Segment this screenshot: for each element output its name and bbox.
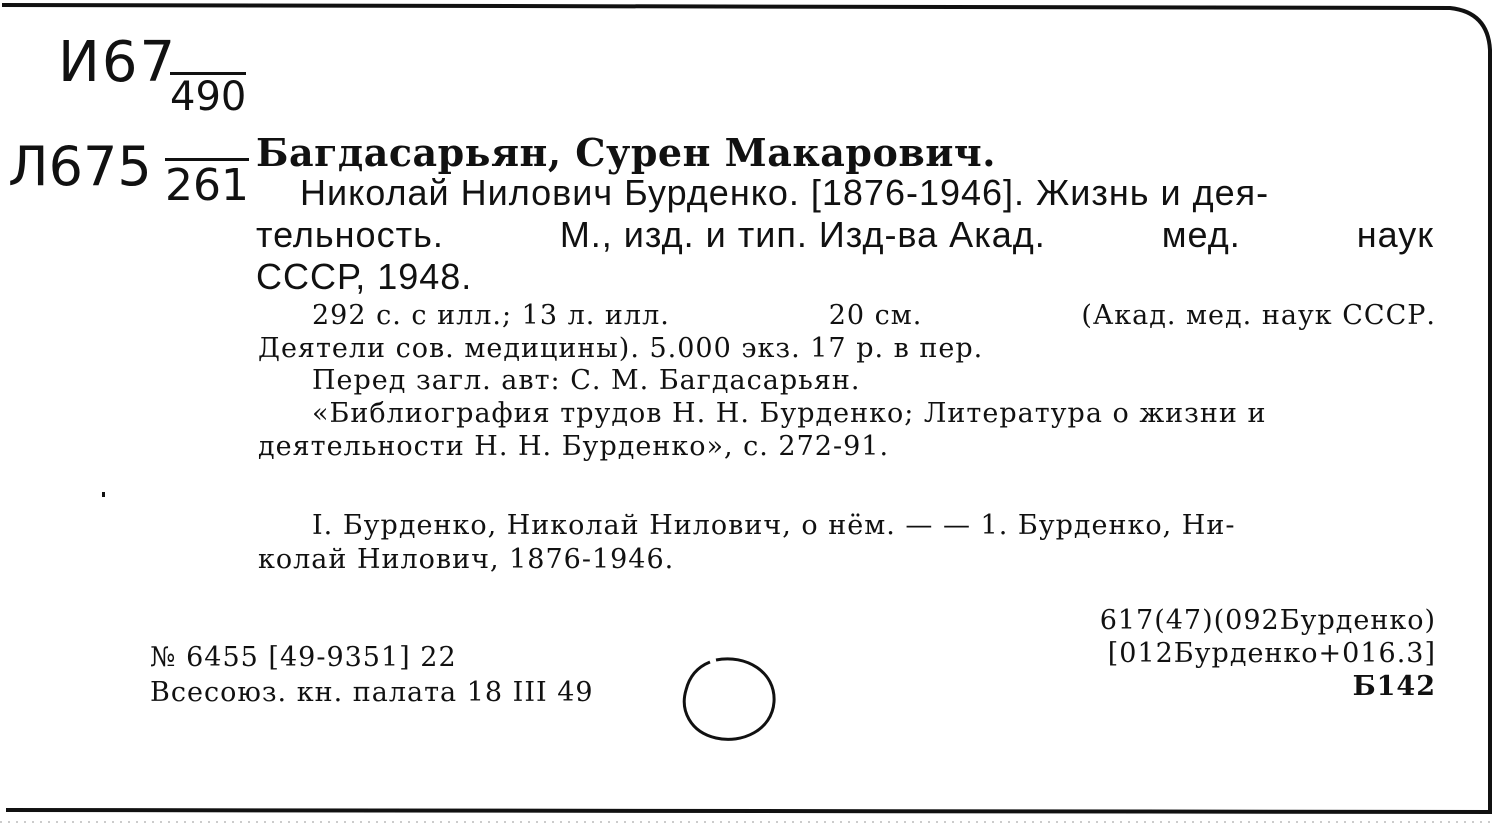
title-line-2-part-2: М., изд. и тип. Изд-ва Акад. <box>559 214 1046 255</box>
collation-line-2: Деятели сов. медицины). 5.000 экз. 17 р. в пер. <box>258 333 984 364</box>
note-bibliography-2: деятельности Н. Н. Бурденко», с. 272-91. <box>258 431 890 462</box>
title-line-2-part-1: тельность. <box>256 214 444 255</box>
note-author: Перед загл. авт: С. М. Багдасарьян. <box>312 365 861 396</box>
handwritten-mark-left: Л675 <box>8 135 152 198</box>
ink-dot <box>102 492 105 497</box>
classification-1: 617(47)(092Бурденко) <box>1099 605 1436 636</box>
collation-part-3: (Акад. мед. наук СССР. <box>1081 300 1436 331</box>
subject-line-1: I. Бурденко, Николай Нилович, о нём. — — 1. Бурденко, Ни- <box>312 510 1236 541</box>
title-line-2-part-3: мед. <box>1161 214 1241 255</box>
circle-mark-icon <box>676 654 786 746</box>
collation-part-2: 20 см. <box>828 300 923 331</box>
collation-line-1 <box>312 300 1436 331</box>
collation-part-1: 292 с. с илл.; 13 л. илл. <box>312 300 670 331</box>
handwritten-mark-top: И67 <box>58 30 178 95</box>
author-heading: Багдасарьян, Сурен Макарович. <box>256 130 996 175</box>
record-number: № 6455 [49-9351] 22 <box>150 642 457 673</box>
classification-3: Б142 <box>1352 671 1436 702</box>
title-line-2 <box>256 214 1434 256</box>
title-line-2-part-4: наук <box>1356 214 1434 255</box>
book-chamber: Всесоюз. кн. палата 18 III 49 <box>150 677 594 708</box>
title-line-3: СССР, 1948. <box>256 256 473 297</box>
note-bibliography-1: «Библиография трудов Н. Н. Бурденко; Литература о жизни и <box>312 398 1267 429</box>
classification-2: [012Бурденко+016.3] <box>1107 638 1436 669</box>
handwritten-fraction-top: 490 <box>170 74 247 120</box>
subject-line-2: колай Нилович, 1876-1946. <box>258 544 675 575</box>
handwritten-fraction-left: 261 <box>165 160 249 211</box>
title-line-1: Николай Нилович Бурденко. [1876-1946]. Жизнь и дея- <box>300 172 1270 213</box>
